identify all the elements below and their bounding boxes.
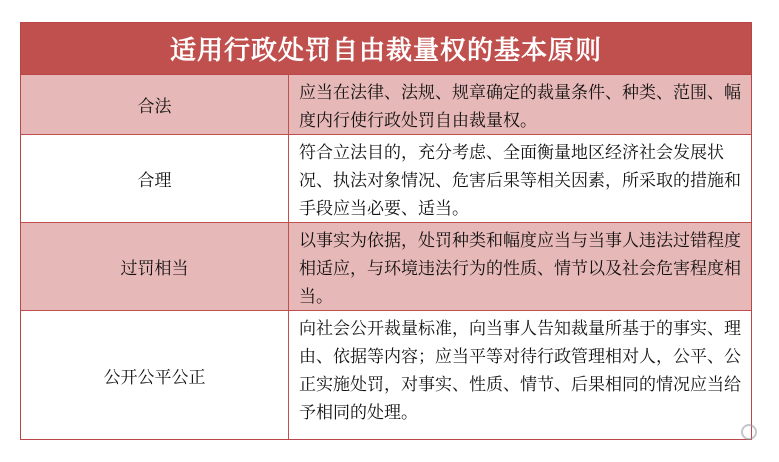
table-row [21, 75, 751, 135]
principle-description: 应当在法律、法规、规章确定的裁量条件、种类、范围、幅度内行使行政处罚自由裁量权。 [299, 83, 741, 131]
principles-table [20, 22, 752, 440]
principle-name: 合理 [21, 135, 289, 222]
principle-description: 以事实为依据，处罚种类和幅度应当与当事人违法过错程度相适应，与环境违法行为的性质、情节以及社会危害程度相当。 [299, 231, 741, 307]
table-row [21, 223, 751, 311]
table-row [21, 311, 751, 439]
table-row [21, 135, 751, 223]
principle-name: 合法 [21, 75, 289, 134]
principle-description: 符合立法目的，充分考虑、全面衡量地区经济社会发展状况、执法对象情况、危害后果等相关因素，所采取的措施和手段应当必要、适当。 [299, 143, 741, 219]
principle-description: 向社会公开裁量标准，向当事人告知裁量所基于的事实、理由、依据等内容；应当平等对待行政管理相对人，公平、公正实施处罚，对事实、性质、情节、后果相同的情况应当给予相同的处理。 [299, 319, 741, 423]
table-title: 适用行政处罚自由裁量权的基本原则 [21, 23, 751, 75]
principle-name: 公开公平公正 [21, 311, 289, 439]
principle-name: 过罚相当 [21, 223, 289, 310]
